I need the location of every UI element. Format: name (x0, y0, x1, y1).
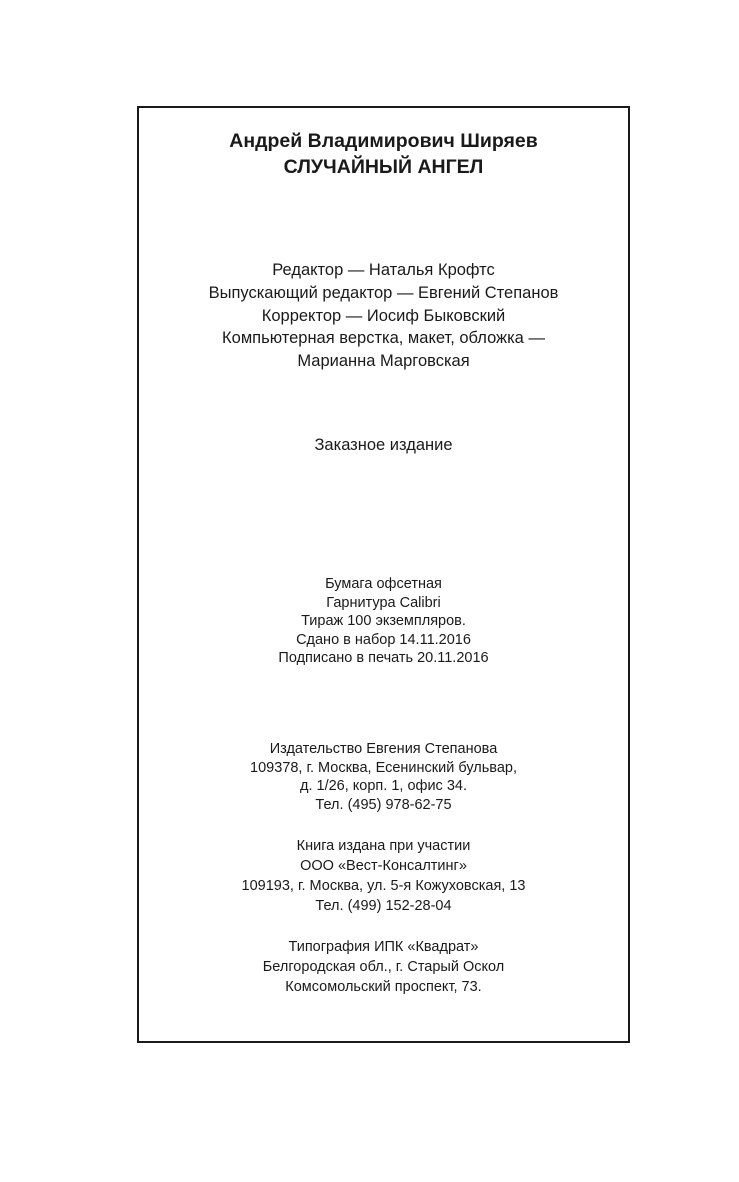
participation-line: Тел. (499) 152-28-04 (315, 898, 452, 914)
typography-block (139, 937, 628, 997)
publisher-line: 109378, г. Москва, Есенинский бульвар, (250, 759, 517, 776)
edition-type: Заказное издание (314, 436, 453, 454)
credit-line: Корректор — Иосиф Быковский (261, 306, 506, 325)
participation-line: 109193, г. Москва, ул. 5-я Кожуховская, 13 (241, 878, 526, 894)
credits-block (139, 259, 628, 373)
title-block (139, 128, 628, 180)
print-info-line: Подписано в печать 20.11.2016 (278, 650, 489, 666)
typography-line: Комсомольский проспект, 73. (285, 979, 482, 995)
publisher-block (139, 740, 628, 814)
print-info-line: Гарнитура Calibri (326, 594, 441, 611)
publisher-line: Издательство Евгения Степанова (269, 741, 498, 757)
print-info-line: Бумага офсетная (325, 576, 442, 592)
publisher-line: Тел. (495) 978-62-75 (315, 796, 452, 813)
imprint-page-frame (137, 106, 630, 1043)
print-info-line: Тираж 100 экземпляров. (301, 613, 466, 629)
publisher-line: д. 1/26, корп. 1, офис 34. (300, 778, 467, 794)
author-name: Андрей Владимирович Ширяев (229, 130, 538, 152)
credit-line: Редактор — Наталья Крофтс (272, 261, 495, 279)
typography-line: Белгородская обл., г. Старый Оскол (262, 959, 505, 975)
print-info-block (139, 575, 628, 668)
credit-line: Марианна Марговская (297, 352, 470, 371)
credit-line: Выпускающий редактор — Евгений Степанов (208, 283, 559, 302)
edition-block (139, 434, 628, 456)
participation-line: ООО «Вест-Консалтинг» (300, 858, 467, 874)
participation-line: Книга издана при участии (296, 838, 471, 854)
book-title: СЛУЧАЙНЫЙ АНГЕЛ (283, 156, 484, 178)
credit-line: Компьютерная верстка, макет, обложка — (222, 329, 545, 348)
participation-block (139, 836, 628, 916)
typography-line: Типография ИПК «Квадрат» (288, 939, 479, 955)
print-info-line: Сдано в набор 14.11.2016 (296, 631, 471, 648)
